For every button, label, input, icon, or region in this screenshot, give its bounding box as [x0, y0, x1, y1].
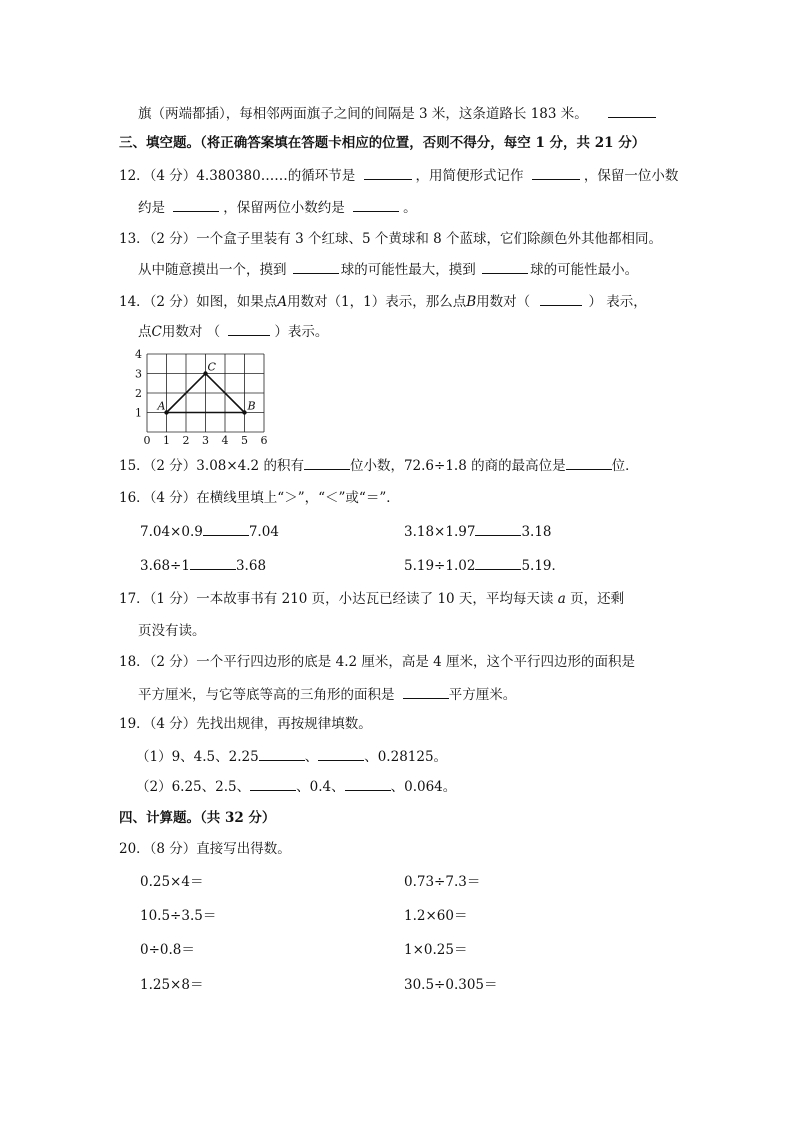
- q13-blank-1[interactable]: [293, 259, 339, 274]
- q19-s1-end: 、0.28125。: [364, 749, 448, 765]
- q13-text-2: 从中随意摸出一个，摸到: [138, 262, 287, 278]
- point-c-label: C: [207, 360, 216, 374]
- q16-a-right: 7.04: [248, 524, 279, 540]
- q14-text-3: 用数对（: [476, 294, 531, 310]
- q16-item-c: [140, 555, 266, 576]
- q14-text-6: 用数对 （: [161, 324, 221, 340]
- q12-text-5: ，保留两位小数约是: [223, 200, 345, 216]
- q19-s1-sep: 、: [304, 749, 319, 765]
- q12-line-1: [119, 165, 678, 186]
- q14-text-1: 14．（2 分）如图，如果点: [119, 294, 278, 310]
- q16-item-d: [404, 555, 565, 576]
- q14-blank-2[interactable]: [228, 321, 270, 336]
- q17-text-1: 17．（1 分）一本故事书有 210 页，小达瓦已经读了 10 天，平均每天读: [119, 591, 554, 607]
- q20-item: 0.73÷7.3＝: [404, 874, 481, 890]
- section-3-title: 三、填空题。（将正确答案填在答题卡相应的位置，否则不得分，每空 1 分，共 21 分）: [119, 135, 646, 151]
- q15-blank-2[interactable]: [566, 455, 612, 470]
- q14-line-1: [119, 291, 647, 312]
- q14-point-c: C: [151, 324, 162, 340]
- q14-point-a: A: [277, 294, 288, 310]
- q20-item: 1.25×8＝: [140, 977, 204, 993]
- q19-sequence-2: [136, 776, 456, 797]
- q12-text-6: 。: [403, 200, 417, 216]
- q19-s2-mid: 、0.4、: [296, 779, 345, 795]
- point-b-dot: [242, 410, 246, 414]
- q14-line-2: [138, 321, 328, 342]
- q20-item: 1.2×60＝: [404, 908, 468, 924]
- q18-line-1: 18．（2 分）一个平行四边形的底是 4.2 厘米，高是 4 厘米，这个平行四边形的面积是: [119, 654, 636, 670]
- q18-text-2: 平方厘米，与它等底等高的三角形的面积是: [138, 687, 395, 703]
- q19-s2-blank-1[interactable]: [250, 776, 296, 791]
- q19-s1-blank-1[interactable]: [259, 746, 305, 761]
- x-tick-label: 2: [182, 434, 190, 447]
- q16-a-blank[interactable]: [203, 521, 249, 536]
- q16-b-blank[interactable]: [475, 521, 521, 536]
- q17-line-2: 页没有读。: [138, 623, 206, 639]
- grid-lines: [147, 354, 264, 432]
- q16-d-right: 5.19．: [521, 558, 565, 574]
- q13-line-2: [138, 259, 638, 280]
- q16-a-expr: 7.04×0.9: [140, 524, 203, 540]
- q19-s1-blank-2[interactable]: [318, 746, 364, 761]
- x-tick-label: 6: [260, 434, 268, 447]
- q15-text-3: 位．: [611, 458, 639, 474]
- q17-variable: a: [557, 591, 566, 607]
- q12-blank-4[interactable]: [353, 197, 399, 212]
- q15-blank-1[interactable]: [304, 455, 350, 470]
- q12-line-2: [138, 197, 417, 218]
- q20-item: 10.5÷3.5＝: [140, 908, 217, 924]
- q12-text-1: 12．（4 分）4.380380……的循环节是: [119, 168, 356, 184]
- q12-text-2: ，用简便形式记作: [415, 168, 524, 184]
- q16-c-expr: 3.68÷1: [140, 558, 190, 574]
- q16-item-a: [140, 521, 279, 542]
- q16-b-expr: 3.18×1.97: [404, 524, 476, 540]
- q14-text-5: 点: [138, 324, 152, 340]
- y-tick-label: 4: [135, 348, 142, 361]
- q13-text-4: 球的可能性最小。: [530, 262, 639, 278]
- q19-sequence-1: [136, 746, 447, 767]
- q14-text-7: ）表示。: [274, 324, 329, 340]
- q16-title: 16．（4 分）在横线里填上“＞”，“＜”或“＝”．: [119, 490, 400, 506]
- q13-line-1: 13．（2 分）一个盒子里装有 3 个红球、5 个黄球和 8 个蓝球，它们除颜色外其他都相同。: [119, 231, 663, 247]
- point-b-label: B: [247, 399, 256, 413]
- y-tick-label: 2: [135, 387, 142, 400]
- q15-text-1: 15．（2 分）3.08×4.2 的积有: [119, 458, 304, 474]
- y-tick-label: 1: [135, 406, 142, 420]
- q11-text: 旗（两端都插），每相邻两面旗子之间的间隔是 3 米，这条道路长 183 米。: [138, 106, 588, 122]
- q16-item-b: [404, 521, 552, 542]
- point-a-label: A: [157, 399, 166, 413]
- q20-item: 0.25×4＝: [140, 874, 204, 890]
- q20-item: 0÷0.8＝: [140, 942, 195, 958]
- x-tick-label: 5: [241, 434, 248, 447]
- q20-item: 1×0.25＝: [404, 942, 468, 958]
- q15-line: [119, 455, 639, 476]
- q19-s1-start: （1）9、4.5、2.25: [136, 749, 259, 765]
- q12-blank-3[interactable]: [173, 197, 219, 212]
- q14-blank-1[interactable]: [540, 291, 582, 306]
- q16-d-blank[interactable]: [475, 555, 521, 570]
- q16-c-blank[interactable]: [190, 555, 236, 570]
- x-tick-label: 3: [202, 434, 209, 447]
- q12-text-3: ，保留一位小数: [583, 168, 679, 184]
- y-tick-label: 3: [135, 367, 142, 381]
- q15-text-2: 位小数，72.6÷1.8 的商的最高位是: [349, 458, 566, 474]
- q18-line-2: [138, 684, 516, 705]
- q18-text-3: 平方厘米。: [448, 687, 517, 703]
- q13-text-3: 球的可能性最大，摸到: [340, 262, 476, 278]
- q19-s2-start: （2）6.25、2.5、: [136, 779, 251, 795]
- q12-text-4: 约是: [138, 200, 165, 216]
- q14-text-4: ） 表示，: [588, 294, 647, 310]
- q13-blank-2[interactable]: [482, 259, 528, 274]
- x-tick-label: 0: [143, 434, 151, 447]
- x-tick-label: 4: [221, 434, 229, 447]
- q19-title: 19．（4 分）先找出规律，再按规律填数。: [119, 716, 372, 732]
- q17-text-2: 页，还剩: [570, 591, 625, 607]
- q18-blank[interactable]: [403, 684, 449, 699]
- q17-line-1: [119, 589, 624, 609]
- section-4-title: 四、计算题。（共 32 分）: [119, 810, 276, 826]
- q11-continuation-line: [138, 103, 656, 124]
- q14-point-b: B: [466, 294, 477, 310]
- q11-answer-blank[interactable]: [608, 103, 656, 118]
- q16-d-expr: 5.19÷1.02: [404, 558, 476, 574]
- coordinate-grid: [132, 347, 272, 447]
- q16-c-right: 3.68: [235, 558, 267, 574]
- q16-b-right: 3.18: [521, 524, 552, 540]
- q20-item: 30.5÷0.305＝: [404, 977, 498, 993]
- q20-title: 20．（8 分）直接写出得数。: [119, 841, 291, 857]
- x-tick-label: 1: [163, 434, 170, 447]
- q19-s2-blank-2[interactable]: [345, 776, 391, 791]
- q14-text-2: 用数对（1，1）表示，那么点: [287, 294, 467, 310]
- q19-s2-end: 、0.064。: [390, 779, 457, 795]
- q12-blank-2[interactable]: [532, 165, 580, 180]
- q12-blank-1[interactable]: [364, 165, 412, 180]
